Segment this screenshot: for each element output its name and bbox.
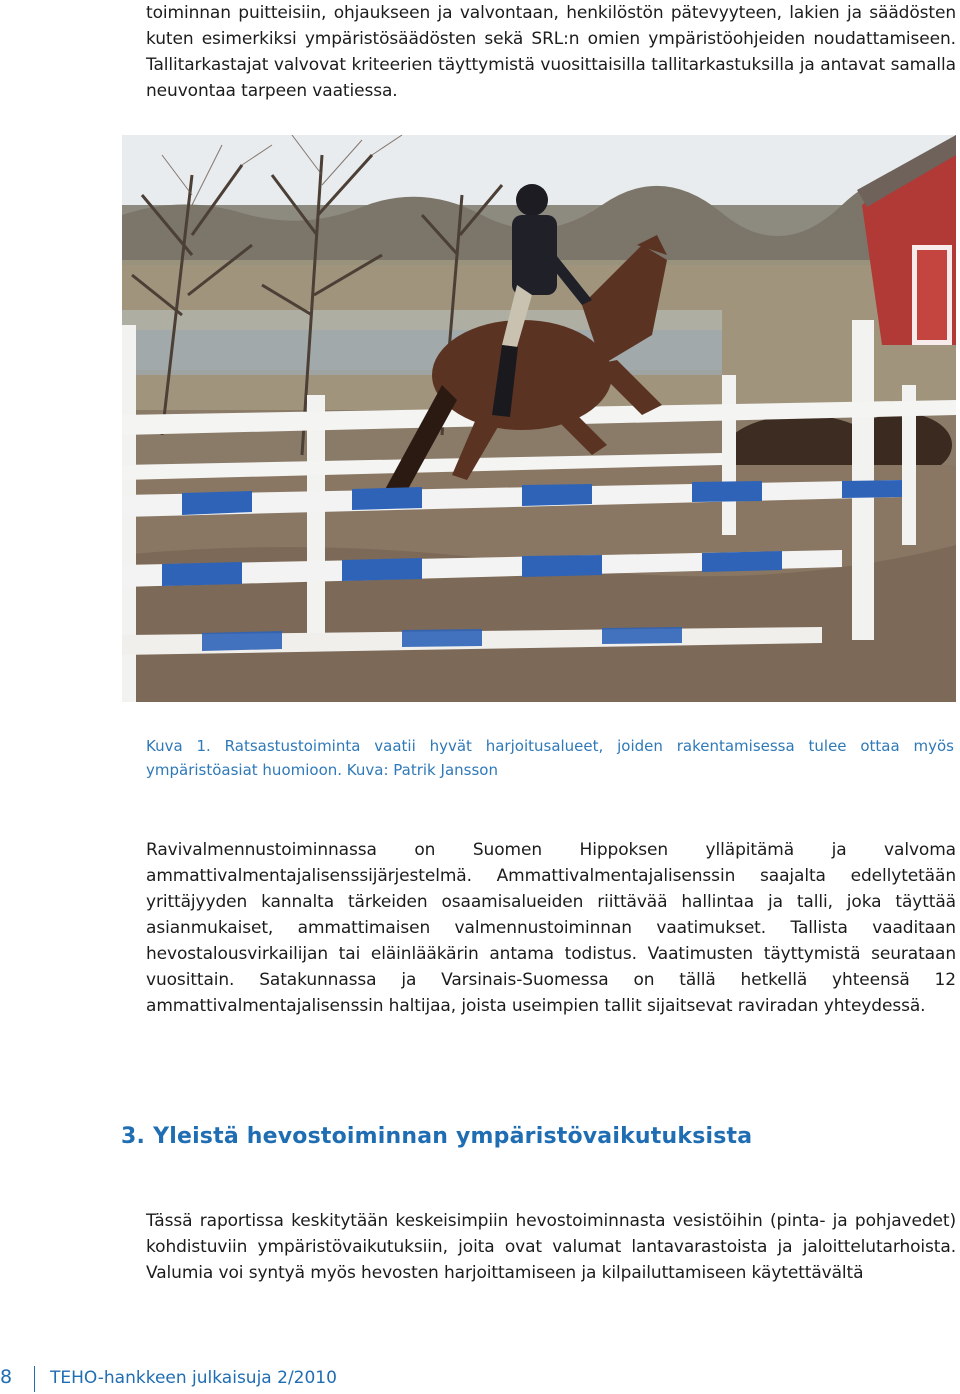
intro-paragraph: toiminnan puitteisiin, ohjaukseen ja valvontaan, henkilöstön pätevyyteen, lakien ja säädösten kuten esimerkiksi ympäristösäädösten sekä SRL:n omien ympäristöohjeiden noudattamiseen. Tallitarkastajat valvovat kriteerien täyttymistä vuosittaisilla tallitarkastuksilla ja antavat samalla neuvontaa tarpeen vaatiessa. xyxy=(146,3,956,101)
figure-label: Kuva 1. xyxy=(146,737,211,755)
section-title: Yleistä hevostoiminnan ympäristövaikutuksista xyxy=(153,1124,753,1149)
figure-caption xyxy=(146,734,954,782)
publication-title: TEHO-hankkeen julkaisuja 2/2010 xyxy=(50,1368,337,1388)
page-number: 8 xyxy=(0,1366,13,1388)
figure-caption-text: Ratsastustoiminta vaatii hyvät harjoitusalueet, joiden rakentamisessa tulee ottaa myös ympäristöasiat huomioon. Kuva: Patrik Jansson xyxy=(146,737,954,779)
ravi-paragraph: Ravivalmennustoiminnassa on Suomen Hippoksen ylläpitämä ja valvoma ammattivalmentajalisenssijärjestelmä. Ammattivalmentajalisenssin saajalta edellytetään yrittäjyyden kannalta tärkeiden osaamisalueiden riittävää hallintaa ja talli, joka täyttää asianmukaiset, ammattimaisen valmennustoiminnan vaatimukset. Tallista vaaditaan hevostalousvirkailijan tai eläinlääkärin antama todistus. Vaatimusten täyttymistä seurataan vuosittain. Satakunnassa ja Varsinais-Suomessa on tällä hetkellä yhteensä 12 ammattivalmentajalisenssin haltijaa, joista useimpien tallit sijaitsevat raviradan yhteydessä. xyxy=(146,840,956,1016)
page-footer xyxy=(0,1366,960,1392)
section-heading xyxy=(121,1124,752,1149)
footer-divider xyxy=(34,1366,35,1392)
section-number: 3. xyxy=(121,1124,146,1149)
section-paragraph: Tässä raportissa keskitytään keskeisimpiin hevostoiminnasta vesistöihin (pinta- ja pohjavedet) kohdistuviin ympäristövaikutuksiin, joita ovat valumat lantavarastoista ja jaloittelutarhoista. Valumia voi syntyä myös hevosten harjoittamiseen ja kilpailuttamiseen käytettävältä xyxy=(146,1211,956,1283)
horse-jumping-photo xyxy=(122,135,956,702)
